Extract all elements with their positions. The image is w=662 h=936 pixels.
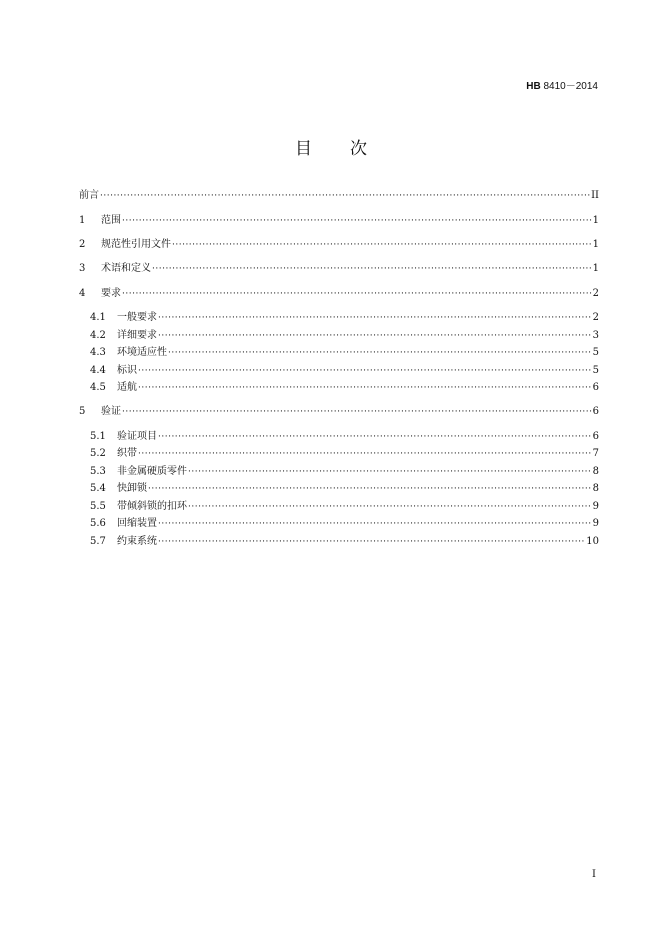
leader-dots [122,214,592,228]
toc-page: 8 [592,483,599,494]
toc-page: 1 [592,239,599,250]
toc-page: 8 [592,466,599,477]
toc-label: 非金属硬质零件 [117,466,187,477]
toc-label: 标识 [117,365,137,376]
toc-entry-2[interactable] [79,238,599,252]
toc-page: II [591,190,599,201]
leader-dots [172,238,592,252]
toc-number: 4.3 [90,347,106,358]
toc-number: 2 [79,239,86,250]
toc-entry-3[interactable] [79,262,599,276]
toc-entry-5-6[interactable] [90,517,599,531]
toc-entry-5-5[interactable] [90,500,599,514]
leader-dots [152,262,592,276]
toc-page: 1 [592,215,599,226]
leader-dots [122,287,592,301]
leader-dots [158,535,585,549]
leader-dots [122,405,592,419]
toc-page: 10 [586,536,599,547]
toc-entry-4-1[interactable] [90,311,599,325]
toc-page: 6 [592,382,599,393]
toc-entry-5-4[interactable] [90,482,599,496]
toc-number: 4.5 [90,382,106,393]
page-number: I [592,869,596,880]
toc-entry-5[interactable] [79,405,599,419]
toc-entry-4[interactable] [79,287,599,301]
leader-dots [158,311,592,325]
toc-entry-1[interactable] [79,214,599,228]
toc-label: 织带 [117,448,137,459]
toc-number: 5 [79,406,86,417]
toc-label: 前言 [79,190,99,201]
leader-dots [188,465,592,479]
toc-page: 9 [592,501,599,512]
standard-code [526,77,598,92]
leader-dots [100,189,590,203]
standard-code-prefix: HB [526,81,541,92]
toc-number: 5.3 [90,466,106,477]
toc-label: 一般要求 [117,312,157,323]
toc-label: 要求 [101,288,121,299]
toc-entry-4-2[interactable] [90,329,599,343]
leader-dots [138,447,592,461]
toc-number: 4 [79,288,86,299]
toc-entry-5-7[interactable] [90,535,599,549]
toc-number: 5.4 [90,483,106,494]
toc-number: 3 [79,263,86,274]
leader-dots [148,482,592,496]
leader-dots [158,430,592,444]
toc-page: 2 [592,288,599,299]
toc-label: 约束系统 [117,536,157,547]
toc-page: 1 [592,263,599,274]
toc-number: 5.5 [90,501,106,512]
toc-label: 范围 [101,215,121,226]
leader-dots [188,500,592,514]
toc-number: 5.6 [90,518,106,529]
toc-label: 验证 [101,406,121,417]
toc-page: 7 [592,448,599,459]
toc-number: 4.4 [90,365,106,376]
toc-number: 5.1 [90,431,106,442]
toc-label: 规范性引用文件 [101,239,171,250]
toc-page: 5 [592,365,599,376]
title-char-2: 次 [350,139,367,159]
standard-code-number: 8410－2014 [543,81,598,92]
toc-page: 2 [592,312,599,323]
leader-dots [158,517,592,531]
toc-entry-5-2[interactable] [90,447,599,461]
leader-dots [138,364,592,378]
toc-entry-5-3[interactable] [90,465,599,479]
toc-label: 快卸锁 [117,483,147,494]
toc-page: 5 [592,347,599,358]
toc-label: 环境适应性 [117,347,167,358]
toc-label: 回缩装置 [117,518,157,529]
toc-number: 4.2 [90,330,106,341]
toc-page: 6 [592,431,599,442]
toc-page: 3 [592,330,599,341]
page-title [0,134,662,159]
toc-entry-4-3[interactable] [90,346,599,360]
toc-label: 带倾斜锁的扣环 [117,501,187,512]
toc-number: 5.7 [90,536,106,547]
toc-entry-4-5[interactable] [90,381,599,395]
toc-label: 适航 [117,382,137,393]
title-char-1: 目 [295,139,312,159]
toc-number: 4.1 [90,312,106,323]
toc-number: 5.2 [90,448,106,459]
leader-dots [158,329,592,343]
toc-label: 术语和定义 [101,263,151,274]
toc-label: 验证项目 [117,431,157,442]
leader-dots [138,381,592,395]
toc-entry-foreword[interactable] [79,189,599,203]
toc-page: 9 [592,518,599,529]
toc-label: 详细要求 [117,330,157,341]
toc-page: 6 [592,406,599,417]
leader-dots [168,346,592,360]
toc-number: 1 [79,215,86,226]
toc-entry-5-1[interactable] [90,430,599,444]
toc-entry-4-4[interactable] [90,364,599,378]
